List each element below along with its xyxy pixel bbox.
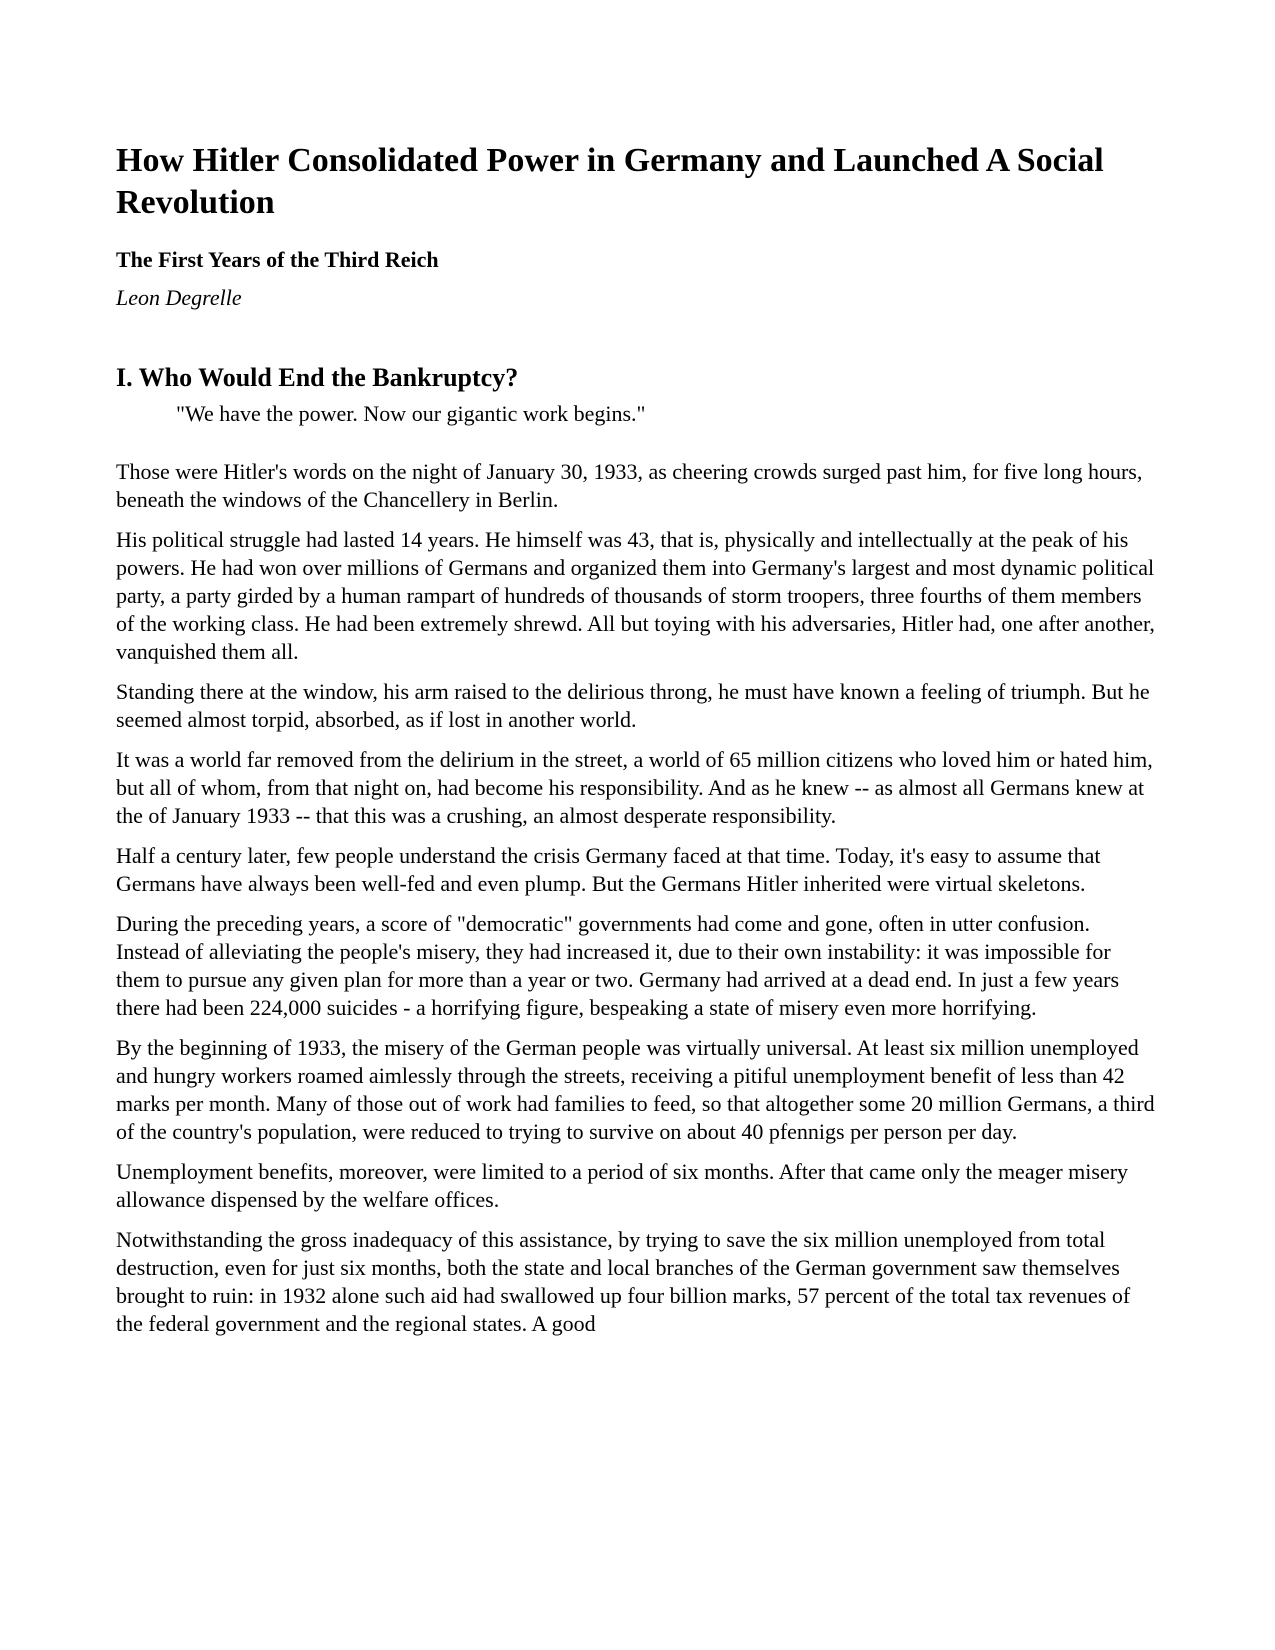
body-paragraph-1: Those were Hitler's words on the night of January 30, 1933, as cheering crowds surged past him, for five long hours, beneath the windows of the Chancellery in Berlin. [116,459,1143,512]
epigraph-quote: "We have the power. Now our gigantic work begins." [176,401,646,426]
document-author: Leon Degrelle [116,285,242,310]
body-paragraph-4: It was a world far removed from the delirium in the street, a world of 65 million citizens who loved him or hated him, but all of whom, from that night on, had become his responsibility. And as he knew -- as almost all Germans knew at the of January 1933 -- that this was a crushing, an almost desperate responsibility. [116,747,1153,828]
body-paragraph-5: Half a century later, few people understand the crisis Germany faced at that time. Today, it's easy to assume that Germans have always been well-fed and even plump. But the Germans Hitler inherited were virtual skeletons. [116,843,1101,896]
body-paragraph-7: By the beginning of 1933, the misery of the German people was virtually universal. At least six million unemployed and hungry workers roamed aimlessly through the streets, receiving a pitiful unemployment benefit of less than 42 marks per month. Many of those out of work had families to feed, so that altogether some 20 million Germans, a third of the country's population, were reduced to trying to survive on about 40 pfennigs per person per day. [116,1035,1155,1144]
body-paragraph-9: Notwithstanding the gross inadequacy of this assistance, by trying to save the six million unemployed from total destruction, even for just six months, both the state and local branches of the German government saw themselves brought to ruin: in 1932 alone such aid had swallowed up four billion marks, 57 percent of the total tax revenues of the federal government and the regional states. A good [116,1227,1131,1336]
body-paragraph-2: His political struggle had lasted 14 years. He himself was 43, that is, physically and intellectually at the peak of his powers. He had won over millions of Germans and organized them into Germany's largest and most dynamic political party, a party girded by a human rampart of hundreds of thousands of storm troopers, three fourths of them members of the working class. He had been extremely shrewd. All but toying with his adversaries, Hitler had, one after another, vanquished them all. [116,527,1155,664]
document-subtitle: The First Years of the Third Reich [116,247,439,272]
body-paragraph-8: Unemployment benefits, moreover, were limited to a period of six months. After that came only the meager misery allowance dispensed by the welfare offices. [116,1159,1129,1212]
section-heading: I. Who Would End the Bankruptcy? [116,363,519,392]
body-paragraph-3: Standing there at the window, his arm raised to the delirious throng, he must have known a feeling of triumph. But he seemed almost torpid, absorbed, as if lost in another world. [116,679,1150,732]
document-page [116,140,1156,1350]
document-title: How Hitler Consolidated Power in Germany and Launched A Social Revolution [116,142,1104,221]
body-paragraph-6: During the preceding years, a score of "democratic" governments had come and gone, often in utter confusion. Instead of alleviating the people's misery, they had increased it, due to their own instability: it was impossible for them to pursue any given plan for more than a year or two. Germany had arrived at a dead end. In just a few years there had been 224,000 suicides - a horrifying figure, bespeaking a state of misery even more horrifying. [116,911,1120,1020]
